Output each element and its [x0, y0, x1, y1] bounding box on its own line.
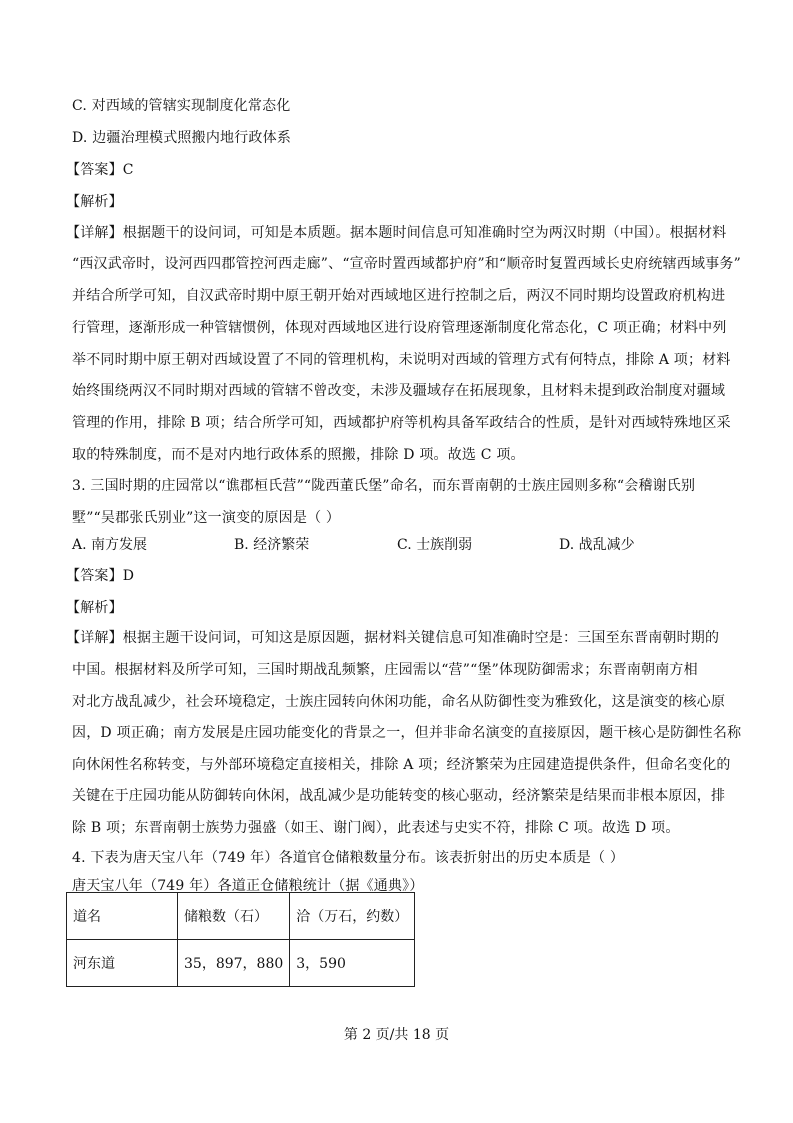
option-a: A. 南方发展	[72, 537, 148, 553]
explanation-line: 并结合所学可知，自汉武帝时期中原王朝开始对西域地区进行控制之后，两汉不同时期均设置政府机构进	[72, 288, 726, 304]
option-d-previous: D. 边疆治理模式照搬内地行政体系	[72, 130, 292, 146]
table-row	[67, 940, 415, 987]
explanation-line: 对北方战乱减少，社会环境稳定，士族庄园转向休闲功能，命名从防御性变为雅致化，这是演变的核心原	[72, 694, 726, 710]
option-c: C. 士族削弱	[397, 537, 473, 553]
table-header-row	[67, 893, 415, 940]
header-cell: 储粮数（石）	[178, 893, 290, 940]
option-b: B. 经济繁荣	[234, 537, 310, 553]
explanation-line: 【详解】根据题干的设问词，可知是本质题。据本题时间信息可知准确时空为两汉时期（中国）。根据材料	[66, 225, 727, 241]
explanation-line: 取的特殊制度，而不是对内地行政体系的照搬，排除 D 项。故选 C 项。	[72, 447, 525, 463]
page-footer: 第 2 页/共 18 页	[343, 1027, 450, 1043]
header-cell: 洽（万石，约数）	[290, 893, 415, 940]
option-d: D. 战乱减少	[559, 537, 635, 553]
analysis-label: 【解析】	[66, 600, 123, 616]
answer-label: 【答案】C	[66, 162, 134, 178]
explanation-line: 因，D 项正确；南方发展是庄园功能变化的背景之一，但并非命名演变的直接原因，题干核心是防御性名称	[72, 725, 742, 741]
explanation-line: 举不同时期中原王朝对西域设置了不同的管理机构，未说明对西域的管理方式有何特点，排除 A 项；材料	[72, 352, 731, 368]
question-3-stem: 墅”“吴郡张氏别业”这一演变的原因是（ ）	[72, 510, 341, 526]
explanation-line: 中国。根据材料及所学可知，三国时期战乱频繁，庄园需以“营”“堡”体现防御需求；东晋南朝南方相	[72, 662, 698, 678]
answer-label: 【答案】D	[66, 568, 135, 584]
explanation-line: “西汉武帝时，设河西四郡管控河西走廊”、“宣帝时置西域都护府”和“顺帝时复置西域长史府统辖西域事务”	[72, 256, 741, 272]
explanation-line: 【详解】根据主题干设问词，可知这是原因题，据材料关键信息可知准确时空是：三国至东晋南朝时期的	[66, 630, 720, 646]
table-cell: 35，897，880	[178, 940, 290, 987]
grain-storage-table	[66, 892, 415, 987]
explanation-line: 行管理，逐渐形成一种管辖惯例，体现对西域地区进行设府管理逐渐制度化常态化，C 项正确；材料中列	[72, 320, 727, 336]
table-cell: 3，590	[290, 940, 415, 987]
explanation-line: 除 B 项；东晋南朝士族势力强盛（如王、谢门阀），此表述与史实不符，排除 C 项。故选 D 项。	[72, 820, 680, 836]
question-3-options	[72, 534, 732, 554]
table-cell: 河东道	[67, 940, 178, 987]
table-caption: 唐天宝八年（749 年）各道正仓储粮统计（据《通典》）	[72, 878, 424, 894]
question-3-stem: 3. 三国时期的庄园常以“谯郡桓氏营”“陇西董氏堡”命名，而东晋南朝的士族庄园则多称“会稽谢氏别	[72, 478, 696, 494]
question-4-stem: 4. 下表为唐天宝八年（749 年）各道官仓储粮数量分布。该表折射出的历史本质是（ ）	[72, 850, 625, 866]
explanation-line: 管理的作用，排除 B 项；结合所学可知，西域都护府等机构具备军政结合的性质，是针对西域特殊地区采	[72, 415, 731, 431]
explanation-line: 关键在于庄园功能从防御转向休闲，战乱减少是功能转变的核心驱动，经济繁荣是结果而非根本原因，排	[72, 788, 726, 804]
option-c-previous: C. 对西域的管辖实现制度化常态化	[72, 98, 291, 114]
explanation-line: 向休闲性名称转变，与外部环境稳定直接相关，排除 A 项；经济繁荣为庄园建造提供条件，但命名变化的	[72, 757, 731, 773]
explanation-line: 始终围绕两汉不同时期对西域的管辖不曾改变，未涉及疆域存在拓展现象，且材料未提到政治制度对疆域	[72, 383, 726, 399]
analysis-label: 【解析】	[66, 194, 123, 210]
header-cell: 道名	[67, 893, 178, 940]
